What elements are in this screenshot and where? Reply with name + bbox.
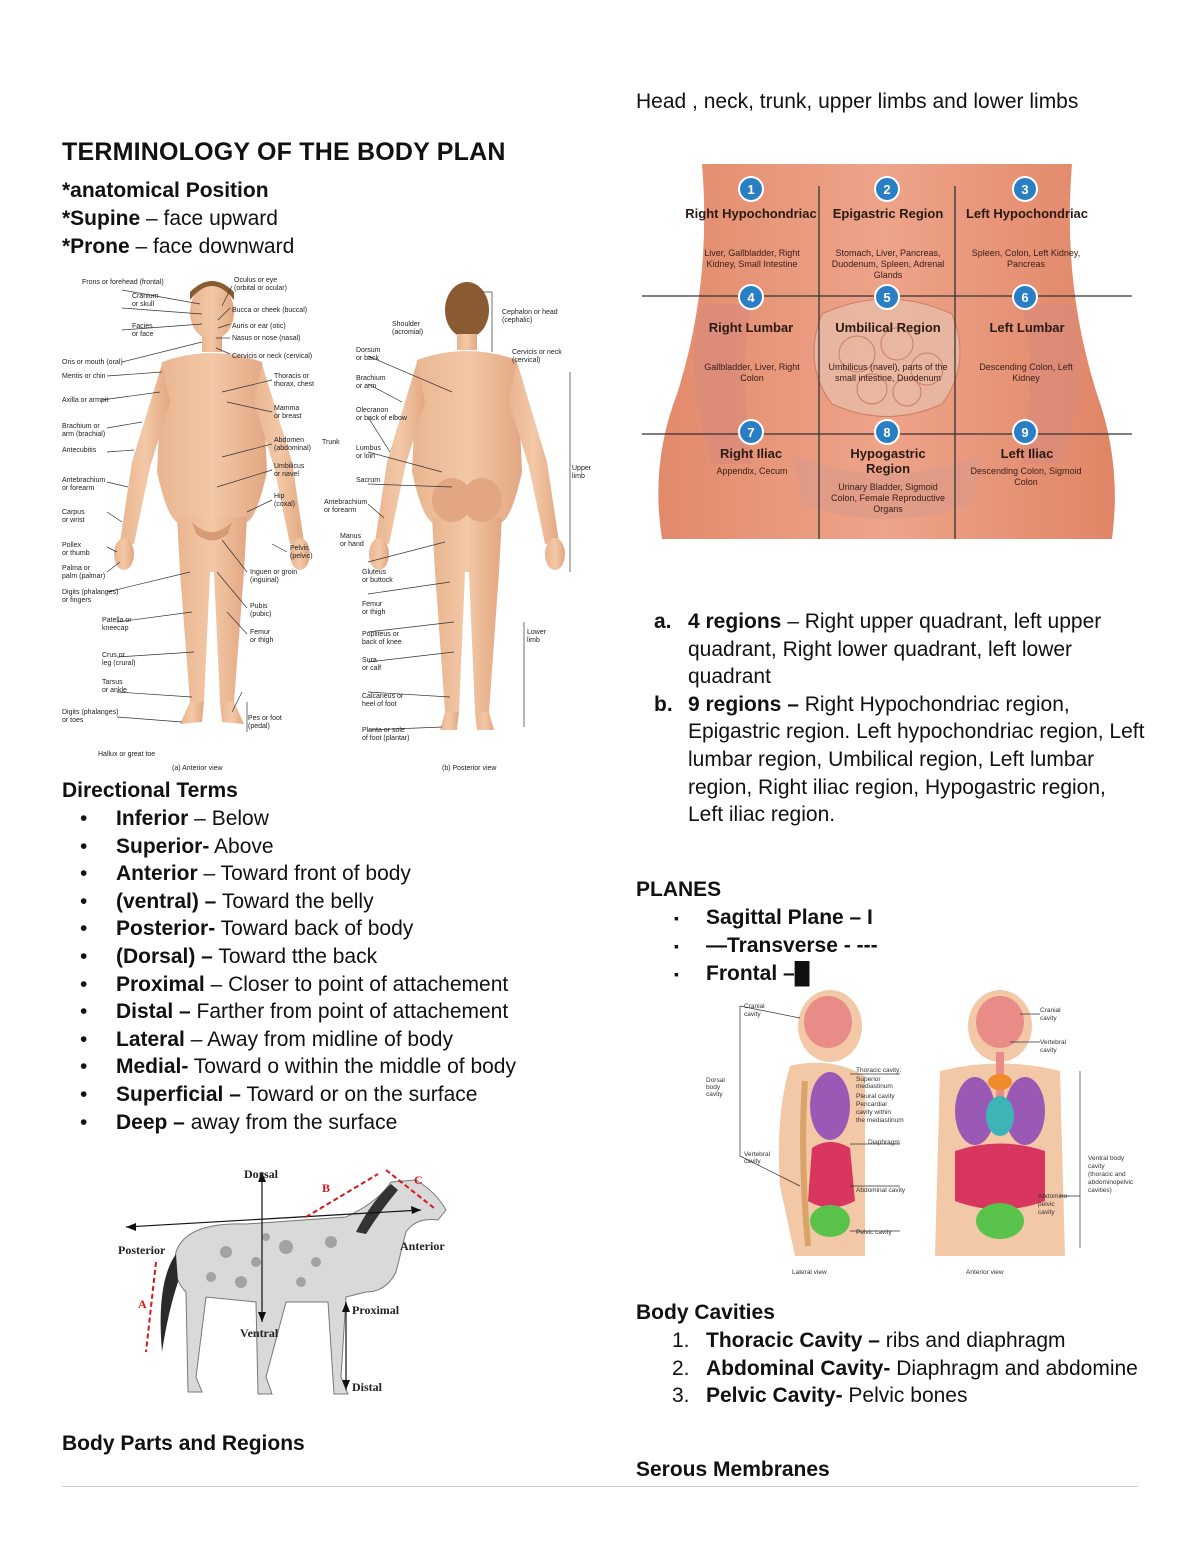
svg-text:Mentis or chin: Mentis or chin [62,373,106,380]
svg-text:Palma or: Palma or [62,565,91,572]
svg-text:Cranial: Cranial [1040,1007,1061,1014]
svg-text:Dorsal: Dorsal [706,1077,725,1084]
svg-text:Manus: Manus [340,533,362,540]
page-title: TERMINOLOGY OF THE BODY PLAN [62,138,506,166]
list-item: ▪ Frontal –█ [674,962,810,985]
list-item: 2. Abdominal Cavity- Diaphragm and abdomine [672,1356,1138,1380]
svg-text:Olecranon: Olecranon [356,407,389,414]
list-item: • Deep – away from the surface [62,1109,582,1137]
region-organs: Gallbladder, Liver, Right Colon [704,362,800,383]
svg-text:Hallux or great toe: Hallux or great toe [98,751,156,758]
horse-figure [116,1162,456,1408]
svg-text:(acromial): (acromial) [392,329,424,336]
svg-text:Carpus: Carpus [62,509,85,516]
svg-text:cavity: cavity [1088,1163,1105,1170]
svg-text:(pelvic): (pelvic) [290,553,313,560]
region-organs: Stomach, Liver, Pancreas, Duodenum, Spleen, Adrenal Glands [831,248,945,280]
svg-text:Sura: Sura [362,657,377,664]
body-cavities-svg [700,986,1150,1276]
svg-text:Gluteus: Gluteus [362,569,387,576]
svg-text:Pelvic cavity: Pelvic cavity [856,1229,892,1236]
svg-text:or forearm: or forearm [324,507,357,514]
region-number: 8 [883,425,891,440]
list-item: • Lateral – Away from midline of body [62,1026,582,1054]
list-item: 1. Thoracic Cavity – ribs and diaphragm [672,1329,1066,1352]
region-name: Left Lumbar [989,320,1065,335]
svg-text:(pedal): (pedal) [248,723,270,730]
svg-text:or breast: or breast [274,413,302,420]
svg-text:Cervicis or neck: Cervicis or neck [512,349,562,356]
region-name: Left Hypochondriac [965,206,1089,221]
svg-text:Antebrachium: Antebrachium [62,477,106,484]
list-item: 3. Pelvic Cavity- Pelvic bones [672,1384,968,1408]
directional-list [62,805,582,1136]
svg-text:or face: or face [132,331,154,338]
svg-text:Frons or forehead (frontal): Frons or forehead (frontal) [82,279,164,286]
arrow-c-label: C [414,1173,423,1187]
svg-text:Upper: Upper [572,465,592,472]
svg-text:Nasus or nose (nasal): Nasus or nose (nasal) [232,335,301,342]
prone-term: *Prone [62,235,130,258]
list-item: • Posterior- Toward back of body [62,915,582,943]
svg-text:limb: limb [527,637,540,644]
region-name: Right Iliac [719,446,783,461]
region-name: Umbilical Region [835,320,941,335]
svg-text:palm (palmar): palm (palmar) [62,573,106,580]
svg-text:or ankle: or ankle [102,687,127,694]
svg-text:or toes: or toes [62,717,84,724]
anatomical-body-figure [62,272,592,777]
list-item: • Distal – Farther from point of attachement [62,998,582,1026]
body-divisions-intro: Head , neck, trunk, upper limbs and lower limbs [636,90,1079,113]
planes-title: PLANES [636,878,722,901]
svg-text:Patella or: Patella or [102,617,132,624]
svg-text:or forearm: or forearm [62,485,95,492]
svg-text:or back of elbow: or back of elbow [356,415,407,422]
svg-text:Hip: Hip [274,493,285,500]
svg-text:Antecubitis: Antecubitis [62,447,97,454]
svg-text:Thoracis or: Thoracis or [274,373,310,380]
svg-text:Axilla or armpit: Axilla or armpit [62,397,109,404]
svg-text:or navel: or navel [274,471,299,478]
anatomical-position: *anatomical Position [62,179,269,202]
region-organs: Urinary Bladder, Sigmoid Colon, Female Reproductive Organs [830,482,946,514]
list-item: • Superficial – Toward or on the surface [62,1081,582,1109]
body-figure-svg [62,272,592,777]
svg-text:Superior: Superior [856,1076,881,1083]
region-number: 5 [883,290,891,305]
svg-text:Antebrachium: Antebrachium [324,499,368,506]
svg-text:cavity: cavity [744,1158,761,1165]
svg-text:thorax, chest: thorax, chest [274,381,315,388]
svg-text:Inguen or groin: Inguen or groin [250,569,298,576]
left-column [62,138,582,261]
region-organs: Appendix, Cecum [716,466,788,476]
svg-text:cavity within: cavity within [856,1109,892,1116]
svg-text:Cranial: Cranial [744,1003,765,1010]
planes-list [636,904,1146,988]
svg-text:Femur: Femur [250,629,271,636]
lateral-view-caption: Lateral view [792,1269,827,1276]
list-item: • Inferior – Below [62,805,582,833]
svg-text:Pollex: Pollex [62,542,82,549]
region-organs: Descending Colon, Left Kidney [979,362,1073,383]
list-item: • Proximal – Closer to point of attachement [62,971,582,999]
svg-text:(cephalic): (cephalic) [502,317,533,324]
svg-text:Cephalon or head: Cephalon or head [502,309,558,316]
cavities-section [636,1299,1146,1410]
svg-text:Pleural cavity: Pleural cavity [856,1093,895,1100]
svg-text:Cervicis or neck (cervical): Cervicis or neck (cervical) [232,353,313,360]
svg-text:Trunk: Trunk [322,439,340,446]
supine-line [62,205,582,233]
svg-text:Bucca or cheek (buccal): Bucca or cheek (buccal) [232,307,308,314]
right-column [636,88,1146,116]
horse-svg [116,1162,456,1408]
ventral-label: Ventral [240,1326,279,1340]
regions-list [636,608,1146,829]
svg-text:or buttock: or buttock [362,577,393,584]
svg-text:heel of foot: heel of foot [362,701,397,708]
svg-text:Thoracic cavity:: Thoracic cavity: [856,1067,902,1074]
svg-text:Popliteus or: Popliteus or [362,631,399,638]
svg-text:the mediastinum: the mediastinum [856,1117,904,1124]
list-item: • (ventral) – Toward the belly [62,888,582,916]
svg-text:or loin: or loin [356,453,376,460]
region-number: 2 [883,182,891,197]
region-name: Hypogastric Region [850,446,926,476]
svg-text:Dorsum: Dorsum [356,347,381,354]
body-figure-labels [62,277,592,772]
svg-text:or skull: or skull [132,301,155,308]
svg-text:(inguinal): (inguinal) [250,577,279,584]
distal-label: Distal [352,1380,382,1394]
region-name: Left Iliac [1000,446,1054,461]
anterior-cavity-view [935,990,1065,1256]
svg-text:Digits (phalanges): Digits (phalanges) [62,709,119,716]
arrow-b-label: B [322,1181,331,1195]
svg-text:arm (brachial): arm (brachial) [62,431,106,438]
svg-text:cavity: cavity [1038,1209,1055,1216]
svg-text:(cervical): (cervical) [512,357,541,364]
list-item: • Superior- Above [62,833,582,861]
svg-text:(abdominal): (abdominal) [274,445,311,452]
svg-text:limb: limb [572,473,585,480]
svg-text:cavity: cavity [706,1091,723,1098]
region-organs: Spleen, Colon, Left Kidney, Pancreas [971,248,1081,269]
svg-text:leg (crural): leg (crural) [102,660,136,667]
directional-section [62,777,582,1136]
abdominal-regions-figure [642,164,1132,539]
svg-text:(coxal): (coxal) [274,501,296,508]
page-divider [62,1486,1138,1487]
svg-text:or hand: or hand [340,541,364,548]
region-number: 6 [1021,290,1029,305]
region-number: 7 [747,425,755,440]
svg-text:body: body [706,1084,721,1091]
svg-text:cavity: cavity [1040,1015,1057,1022]
svg-text:cavity: cavity [744,1011,761,1018]
svg-text:back of knee: back of knee [362,639,402,646]
dorsal-label: Dorsal [244,1167,278,1181]
list-item: a. 4 regions – Right upper quadrant, left upper quadrant, Right lower quadrant, left lower quadrant [654,610,1102,689]
svg-text:Digits (phalanges): Digits (phalanges) [62,589,119,596]
svg-text:Brachium or: Brachium or [62,423,100,430]
svg-text:of foot (plantar): of foot (plantar) [362,735,410,742]
svg-text:Brachium: Brachium [356,375,386,382]
prone-desc: – face downward [129,235,295,258]
svg-text:Umbilicus: Umbilicus [274,463,305,470]
svg-text:Ventral body: Ventral body [1088,1155,1125,1162]
region-name: Right Lumbar [708,320,794,335]
svg-text:Shoulder: Shoulder [392,321,421,328]
supine-term: *Supine [62,207,141,230]
svg-text:Vertebral: Vertebral [744,1151,771,1158]
arrow-a-label: A [138,1297,147,1311]
svg-text:or wrist: or wrist [62,517,85,524]
svg-text:pelvic: pelvic [1038,1201,1055,1208]
svg-text:Sacrum: Sacrum [356,477,381,484]
serous-membranes-heading: Serous Membranes [636,1458,830,1481]
svg-text:Abdominal cavity: Abdominal cavity [856,1187,906,1194]
svg-text:cavity: cavity [1040,1047,1057,1054]
svg-text:Cranium: Cranium [132,293,159,300]
svg-text:or thigh: or thigh [250,637,274,644]
region-name: Epigastric Region [832,206,944,221]
svg-text:or fingers: or fingers [62,597,92,604]
svg-text:Lower: Lower [527,629,547,636]
svg-text:Pelvis: Pelvis [290,545,309,552]
svg-text:or arm: or arm [356,383,377,390]
supine-desc: – face upward [140,207,278,230]
svg-text:kneecap: kneecap [102,625,129,632]
list-item: • Anterior – Toward front of body [62,860,582,888]
svg-text:abdominopelvic: abdominopelvic [1088,1179,1134,1186]
svg-text:or thumb: or thumb [62,550,90,557]
front-caption: (a) Anterior view [172,765,223,772]
svg-text:or calf: or calf [362,665,382,672]
svg-text:(thoracic and: (thoracic and [1088,1171,1126,1178]
svg-text:Mamma: Mamma [274,405,300,412]
cavities-title: Body Cavities [636,1301,775,1324]
svg-text:Abdomino-: Abdomino- [1038,1193,1070,1200]
cavities-list [636,1327,1146,1410]
region-organs: Descending Colon, Sigmoid Colon [970,466,1082,487]
back-caption: (b) Posterior view [442,765,497,772]
directional-title: Directional Terms [62,779,238,802]
svg-text:or back: or back [356,355,379,362]
svg-text:Diaphragm: Diaphragm [868,1139,900,1146]
svg-text:Lumbus: Lumbus [356,445,381,452]
list-item: ▪ —Transverse - --- [674,934,878,957]
svg-text:Pericardial: Pericardial [856,1101,887,1108]
posterior-label: Posterior [118,1243,166,1257]
proximal-label: Proximal [352,1303,400,1317]
body-cavities-figure [700,986,1150,1276]
region-number: 9 [1021,425,1029,440]
svg-text:Femur: Femur [362,601,383,608]
region-number: 3 [1021,182,1029,197]
svg-text:(pubic): (pubic) [250,611,272,618]
region-number: 4 [747,290,755,305]
list-item: b. 9 regions – Right Hypochondriac region, Epigastric region. Left hypochondriac region, Left lumbar region, Umbilical region, Left lumbar region, Right iliac region, Hypogastric region, Left iliac region. [654,692,1145,827]
svg-text:(orbital or ocular): (orbital or ocular) [234,285,287,292]
svg-text:Facies: Facies [132,323,153,330]
region-name: Right Hypochondriac [685,206,817,221]
abdominal-regions-svg [642,164,1132,539]
svg-text:Abdomen: Abdomen [274,437,304,444]
region-organs: Liver, Gallbladder, Right Kidney, Small Intestine [704,248,800,269]
svg-text:Pes or foot: Pes or foot [248,715,282,722]
body-parts-heading: Body Parts and Regions [62,1432,305,1455]
svg-text:Tarsus: Tarsus [102,679,123,686]
anterior-view-caption: Anterior view [966,1269,1004,1276]
svg-text:Oculus or eye: Oculus or eye [234,277,278,284]
planes-section [636,876,1146,988]
prone-line [62,233,582,261]
svg-text:Vertebral: Vertebral [1040,1039,1067,1046]
list-item: • (Dorsal) – Toward tthe back [62,943,582,971]
svg-text:Pubis: Pubis [250,603,268,610]
svg-text:mediastinum: mediastinum [856,1083,893,1090]
svg-text:Crus or: Crus or [102,652,125,659]
list-item: ▪ Sagittal Plane – I [674,906,873,929]
svg-text:Oris or mouth (oral): Oris or mouth (oral) [62,359,123,366]
region-organs: Umbilicus (navel), parts of the small intestine, Duodenum [828,362,948,383]
svg-text:Auris or ear (otic): Auris or ear (otic) [232,323,286,330]
svg-text:or thigh: or thigh [362,609,386,616]
svg-text:Planta or sole: Planta or sole [362,727,405,734]
svg-text:cavities): cavities) [1088,1187,1112,1194]
list-item: • Medial- Toward o within the middle of body [62,1053,582,1081]
anterior-label: Anterior [400,1239,445,1253]
region-number: 1 [747,182,755,197]
svg-text:Calcaneus or: Calcaneus or [362,693,404,700]
lateral-cavity-view [779,990,865,1256]
